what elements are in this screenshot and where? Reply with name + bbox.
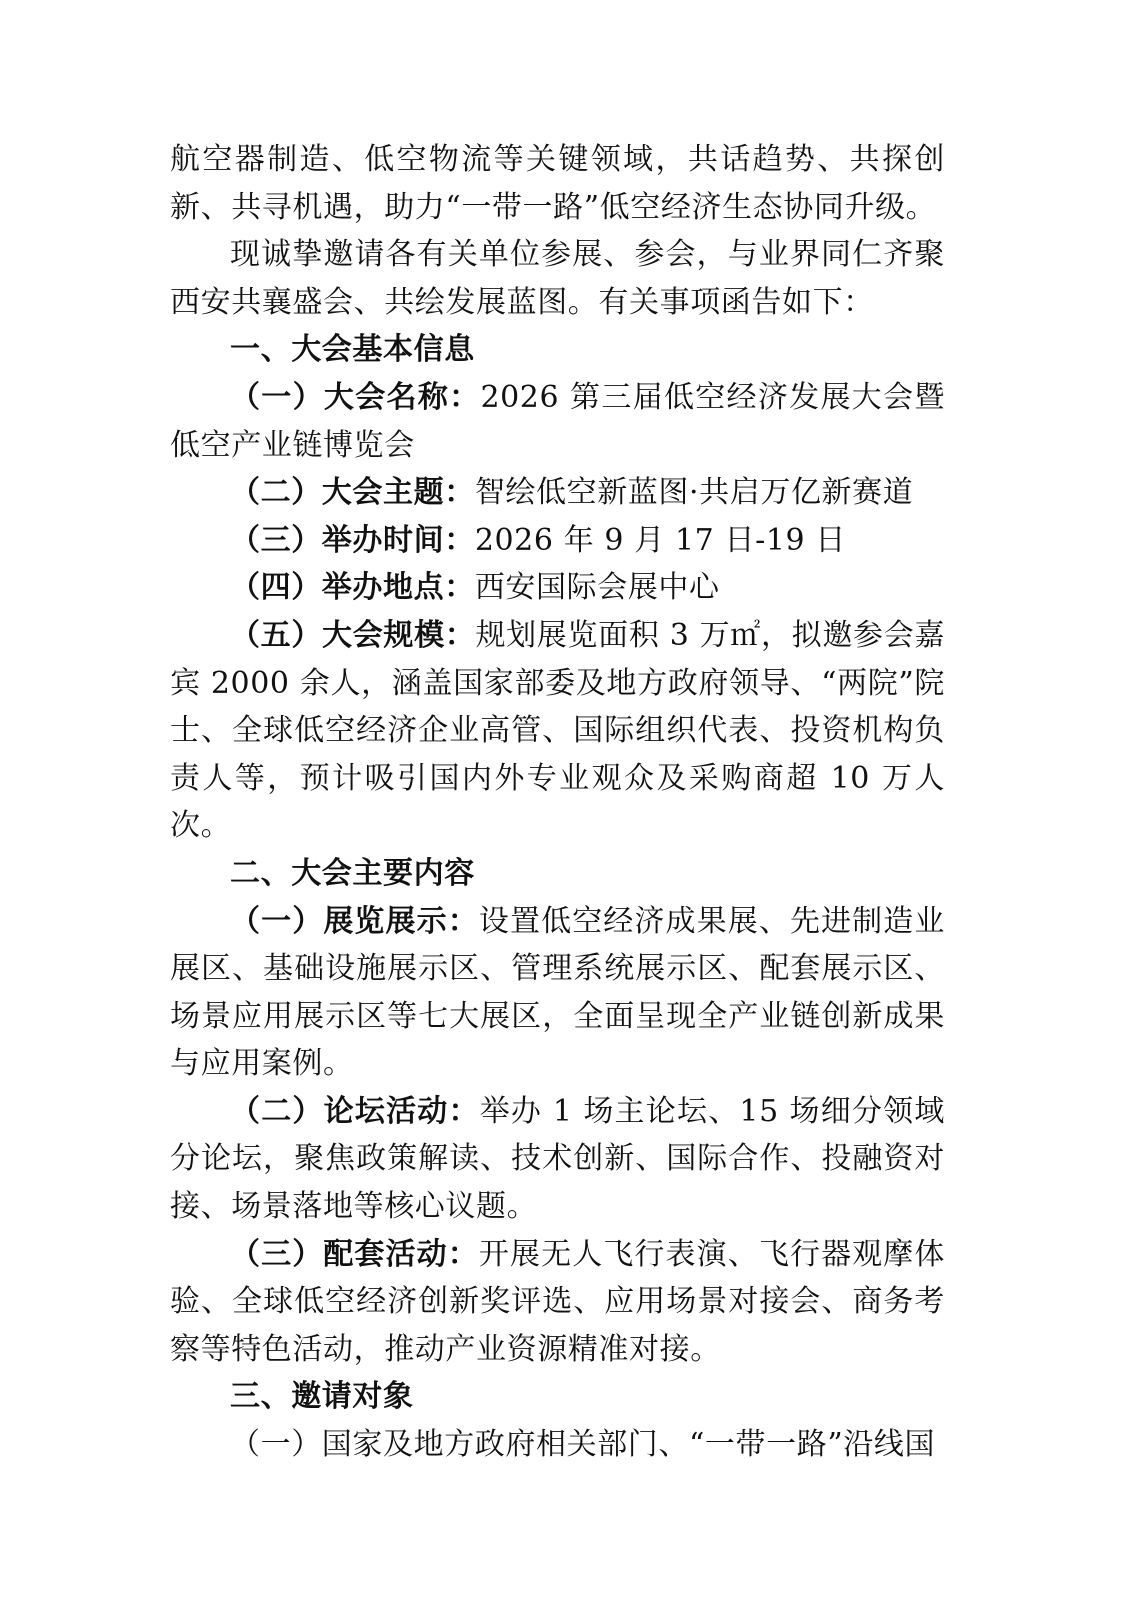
info-value: 规划展览面积 3 万㎡，拟邀参会嘉宾 2000 余人，涵盖国家部委及地方政府领导、“两院”院士、全球低空经济企业高管、国际组织代表、投资机构负责人等，预计吸引国内外专业观众及采购商超 10 万人次。: [170, 617, 945, 844]
info-item-scale: [170, 612, 945, 850]
invitee-item-1: （一）国家及地方政府相关部门、“一带一路”沿线国: [230, 1427, 936, 1463]
info-item-venue: [170, 564, 945, 612]
section-heading-invitees: 三、邀请对象: [230, 1379, 414, 1415]
info-label: （二）大会主题：: [230, 475, 475, 511]
info-value: 智绘低空新蓝图·共启万亿新赛道: [474, 475, 914, 511]
content-value: 设置低空经济成果展、先进制造业展区、基础设施展示区、管理系统展示区、配套展示区、场景应用展示区等七大展区，全面呈现全产业链创新成果与应用案例。: [170, 903, 945, 1082]
content-item-activities: [170, 1231, 945, 1374]
info-item-time: [170, 517, 945, 565]
info-item-name: [170, 374, 945, 469]
content-value: 开展无人飞行表演、飞行器观摩体验、全球低空经济创新奖评选、应用场景对接会、商务考察等特色活动，推动产业资源精准对接。: [170, 1236, 945, 1367]
info-value: 西安国际会展中心: [474, 570, 720, 606]
intro-paragraph-continued: 航空器制造、低空物流等关键领域，共话趋势、共探创新、共寻机遇，助力“一带一路”低空经济生态协同升级。: [170, 142, 945, 225]
content-label: （一）展览展示：: [230, 903, 479, 939]
info-value: 2026 第三届低空经济发展大会暨低空产业链博览会: [170, 379, 945, 463]
info-value: 2026 年 9 月 17 日-19 日: [474, 522, 846, 558]
content-item-forum: [170, 1088, 945, 1231]
info-label: （三）举办时间：: [230, 522, 475, 558]
content-item-exhibition: [170, 898, 945, 1088]
info-label: （四）举办地点：: [230, 570, 475, 606]
info-label: （五）大会规模：: [230, 617, 476, 653]
invitation-paragraph: 现诚挚邀请各有关单位参展、参会，与业界同仁齐聚西安共襄盛会、共绘发展蓝图。有关事项函告如下：: [170, 237, 945, 320]
section-heading-main-content: 二、大会主要内容: [230, 855, 475, 891]
content-value: 举办 1 场主论坛、15 场细分领域分论坛，聚焦政策解读、技术创新、国际合作、投融资对接、场景落地等核心议题。: [170, 1093, 945, 1225]
content-label: （三）配套活动：: [230, 1236, 479, 1272]
document-body: [170, 136, 945, 1469]
info-item-theme: [170, 469, 945, 517]
section-heading-basic-info: 一、大会基本信息: [230, 332, 475, 368]
info-label: （一）大会名称：: [230, 379, 481, 415]
content-label: （二）论坛活动：: [230, 1093, 480, 1129]
